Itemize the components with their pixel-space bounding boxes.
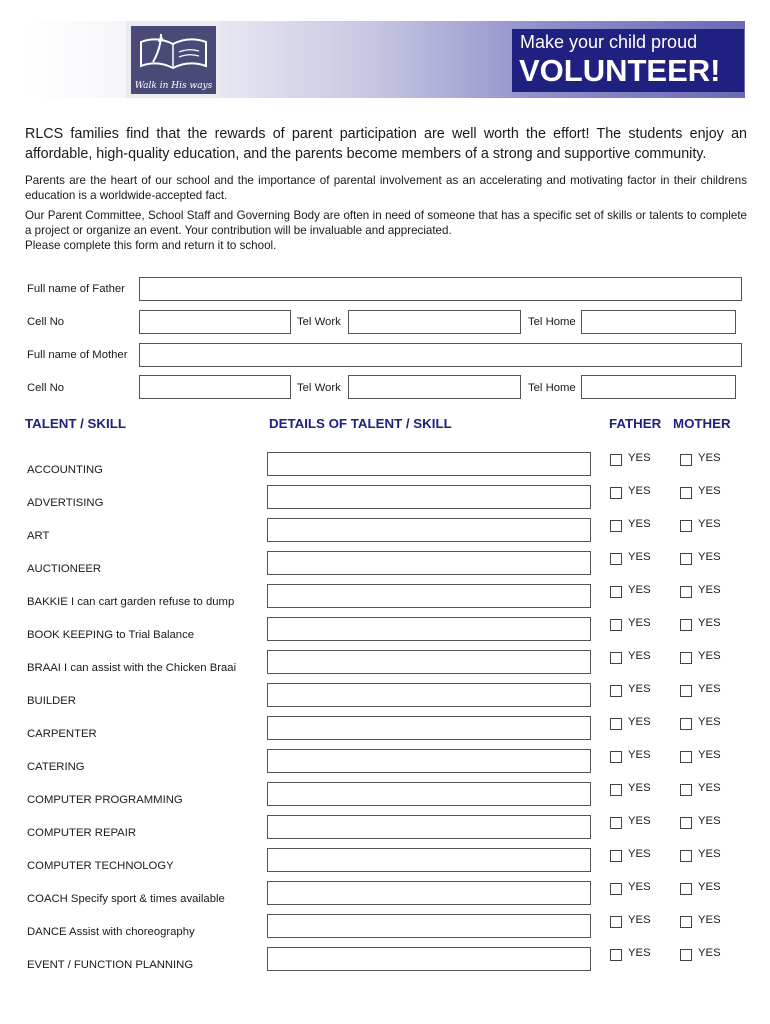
school-motto: Walk in His ways [134, 81, 213, 91]
father-tel-home-label: Tel Home [528, 316, 576, 328]
mother-tel-home-label: Tel Home [528, 382, 576, 394]
mother-cell-input[interactable] [139, 375, 291, 399]
mother-yes-checkbox[interactable] [680, 751, 692, 763]
mother-yes-checkbox[interactable] [680, 652, 692, 664]
father-yes-label: YES [628, 914, 651, 926]
skill-detail-input[interactable] [267, 749, 591, 773]
mother-yes-label: YES [698, 683, 721, 695]
mother-name-label: Full name of Mother [27, 349, 128, 361]
father-yes-label: YES [628, 782, 651, 794]
skill-detail-input[interactable] [267, 815, 591, 839]
skill-label: DANCE Assist with choreography [27, 926, 195, 938]
father-yes-label: YES [628, 947, 651, 959]
mother-tel-work-label: Tel Work [297, 382, 341, 394]
father-yes-checkbox[interactable] [610, 817, 622, 829]
mother-yes-checkbox[interactable] [680, 586, 692, 598]
mother-yes-checkbox[interactable] [680, 718, 692, 730]
father-yes-label: YES [628, 848, 651, 860]
skill-row [0, 747, 770, 780]
father-name-input[interactable] [139, 277, 742, 301]
mother-yes-checkbox[interactable] [680, 487, 692, 499]
mother-yes-label: YES [698, 914, 721, 926]
father-tel-work-label: Tel Work [297, 316, 341, 328]
skill-label: CATERING [27, 761, 85, 773]
instructions-text: Please complete this form and return it to school. [25, 239, 277, 252]
father-yes-label: YES [628, 551, 651, 563]
skill-row [0, 714, 770, 747]
mother-yes-label: YES [698, 947, 721, 959]
skill-label: BRAAI I can assist with the Chicken Braai [27, 662, 237, 674]
mother-tel-work-input[interactable] [348, 375, 521, 399]
skill-detail-input[interactable] [267, 551, 591, 575]
mother-yes-checkbox[interactable] [680, 817, 692, 829]
father-yes-checkbox[interactable] [610, 718, 622, 730]
slogan-tagline: Make your child proud [520, 32, 698, 52]
mother-yes-label: YES [698, 518, 721, 530]
father-tel-home-input[interactable] [581, 310, 736, 334]
father-yes-checkbox[interactable] [610, 520, 622, 532]
skill-detail-input[interactable] [267, 518, 591, 542]
skill-label: COACH Specify sport & times available [27, 893, 225, 905]
skill-row [0, 681, 770, 714]
skill-row [0, 615, 770, 648]
mother-yes-label: YES [698, 881, 721, 893]
father-yes-label: YES [628, 485, 651, 497]
father-name-label: Full name of Father [27, 283, 125, 295]
mother-yes-label: YES [698, 716, 721, 728]
skill-row [0, 549, 770, 582]
slogan-headline: VOLUNTEER! [519, 53, 721, 88]
parent-importance-paragraph: Parents are the heart of our school and the importance of parental involvement as an accelerating and motivating factor in their childrens education is a worldwide-accepted fact. [25, 174, 747, 202]
mother-yes-label: YES [698, 848, 721, 860]
mother-yes-checkbox[interactable] [680, 553, 692, 565]
mother-yes-checkbox[interactable] [680, 949, 692, 961]
mother-yes-checkbox[interactable] [680, 520, 692, 532]
father-yes-label: YES [628, 881, 651, 893]
skill-label: ADVERTISING [27, 497, 104, 509]
father-cell-input[interactable] [139, 310, 291, 334]
skill-detail-input[interactable] [267, 617, 591, 641]
skill-label: CARPENTER [27, 728, 97, 740]
col-father: FATHER [609, 416, 662, 431]
skill-row [0, 846, 770, 879]
skill-detail-input[interactable] [267, 485, 591, 509]
father-yes-label: YES [628, 584, 651, 596]
skill-label: COMPUTER TECHNOLOGY [27, 860, 174, 872]
mother-yes-label: YES [698, 782, 721, 794]
mother-yes-checkbox[interactable] [680, 619, 692, 631]
skill-label: EVENT / FUNCTION PLANNING [27, 959, 194, 971]
mother-yes-checkbox[interactable] [680, 850, 692, 862]
father-yes-checkbox[interactable] [610, 652, 622, 664]
skill-row [0, 780, 770, 813]
skill-label: BAKKIE I can cart garden refuse to dump [27, 596, 235, 608]
skill-row [0, 648, 770, 681]
father-yes-checkbox[interactable] [610, 883, 622, 895]
mother-yes-label: YES [698, 551, 721, 563]
father-tel-work-input[interactable] [348, 310, 521, 334]
skill-label: COMPUTER REPAIR [27, 827, 137, 839]
father-yes-label: YES [628, 617, 651, 629]
father-yes-checkbox[interactable] [610, 454, 622, 466]
father-yes-checkbox[interactable] [610, 487, 622, 499]
mother-yes-label: YES [698, 815, 721, 827]
committee-text: Our Parent Committee, School Staff and Governing Body are often in need of someone that has a specific set of skills or talents to complete a project or organize an event. Your contribution will be invaluable and appreciated. [25, 209, 747, 237]
father-yes-label: YES [628, 518, 651, 530]
skill-detail-input[interactable] [267, 947, 591, 971]
mother-yes-label: YES [698, 452, 721, 464]
father-yes-checkbox[interactable] [610, 685, 622, 697]
skill-label: BOOK KEEPING to Trial Balance [27, 629, 195, 641]
father-yes-label: YES [628, 452, 651, 464]
mother-tel-home-input[interactable] [581, 375, 736, 399]
skill-detail-input[interactable] [267, 683, 591, 707]
skill-row [0, 450, 770, 483]
skill-label: AUCTIONEER [27, 563, 102, 575]
mother-yes-checkbox[interactable] [680, 883, 692, 895]
slogan-box [512, 29, 744, 92]
father-cell-label: Cell No [27, 316, 65, 328]
skill-detail-input[interactable] [267, 914, 591, 938]
father-yes-label: YES [628, 749, 651, 761]
father-yes-checkbox[interactable] [610, 751, 622, 763]
skill-row [0, 483, 770, 516]
mother-yes-checkbox[interactable] [680, 784, 692, 796]
father-yes-label: YES [628, 683, 651, 695]
mother-yes-checkbox[interactable] [680, 454, 692, 466]
mother-yes-label: YES [698, 650, 721, 662]
father-yes-checkbox[interactable] [610, 553, 622, 565]
skill-detail-input[interactable] [267, 716, 591, 740]
col-talent-skill: TALENT / SKILL [25, 416, 126, 431]
skill-detail-input[interactable] [267, 584, 591, 608]
father-yes-label: YES [628, 650, 651, 662]
father-yes-checkbox[interactable] [610, 949, 622, 961]
father-yes-checkbox[interactable] [610, 784, 622, 796]
col-details: DETAILS OF TALENT / SKILL [269, 416, 452, 431]
mother-yes-checkbox[interactable] [680, 685, 692, 697]
father-yes-checkbox[interactable] [610, 586, 622, 598]
mother-yes-label: YES [698, 749, 721, 761]
skill-label: ACCOUNTING [27, 464, 103, 476]
skill-detail-input[interactable] [267, 650, 591, 674]
mother-cell-label: Cell No [27, 382, 65, 394]
col-mother: MOTHER [673, 416, 731, 431]
skill-row [0, 516, 770, 549]
school-logo [131, 26, 216, 94]
skill-detail-input[interactable] [267, 881, 591, 905]
skill-row [0, 813, 770, 846]
skill-label: ART [27, 530, 50, 542]
skill-row [0, 912, 770, 945]
father-yes-checkbox[interactable] [610, 619, 622, 631]
skill-label: COMPUTER PROGRAMMING [27, 794, 183, 806]
mother-yes-label: YES [698, 584, 721, 596]
mother-yes-checkbox[interactable] [680, 916, 692, 928]
skill-detail-input[interactable] [267, 782, 591, 806]
mother-name-input[interactable] [139, 343, 742, 367]
intro-paragraph: RLCS families find that the rewards of parent participation are well worth the effort! The students enjoy an affordable, high-quality education, and the parents become members of a strong and supportive community. [25, 126, 747, 162]
skill-row [0, 879, 770, 912]
skill-row [0, 582, 770, 615]
mother-yes-label: YES [698, 485, 721, 497]
committee-paragraph [25, 208, 747, 253]
skill-detail-input[interactable] [267, 848, 591, 872]
skill-detail-input[interactable] [267, 452, 591, 476]
skill-label: BUILDER [27, 695, 76, 707]
skill-row [0, 945, 770, 978]
mother-yes-label: YES [698, 617, 721, 629]
father-yes-label: YES [628, 716, 651, 728]
father-yes-checkbox[interactable] [610, 850, 622, 862]
father-yes-label: YES [628, 815, 651, 827]
father-yes-checkbox[interactable] [610, 916, 622, 928]
